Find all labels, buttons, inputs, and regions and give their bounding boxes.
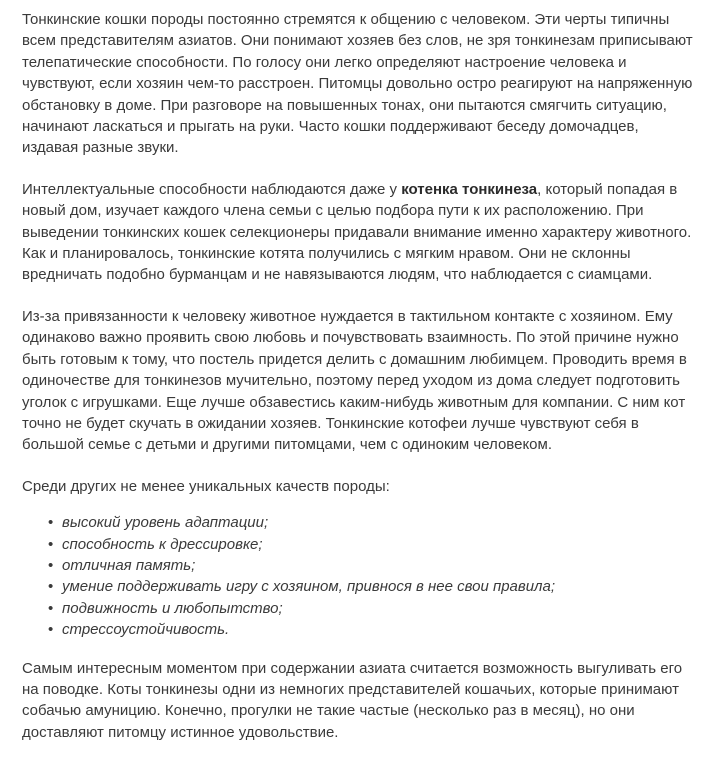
- kitten-tonkinese-link[interactable]: котенка тонкинеза: [401, 180, 538, 198]
- paragraph-attachment: Из-за привязанности к человеку животное нуждается в тактильном контакте с хозяином. Ему одинаково важно проявить свою любовь и почувствовать взаимность. По этой причине нужно быть готовым к тому, что постель придется делить с домашним любимцем. Проводить время в одиночестве для тонкинезов мучительно, поэтому перед уходом из дома следует подготовить уголок с игрушками. Еще лучше обзавестись каким-нибудь животным для компании. С ним кот точно не будет скучать в ожидании хозяев. Тонкинские котофеи лучше чувствуют себя в большой семье с детьми и другими питомцами, чем с одиноким человеком.: [22, 307, 687, 454]
- list-item: [48, 555, 696, 576]
- list-item-text: высокий уровень адаптации;: [62, 514, 269, 532]
- list-item: [48, 619, 696, 640]
- list-item: [48, 534, 696, 555]
- qualities-list: [22, 512, 696, 640]
- list-item-text: отличная память;: [62, 556, 196, 574]
- bullet-icon: •: [48, 621, 54, 639]
- list-item: [48, 598, 696, 619]
- paragraph-walking: Самым интересным моментом при содержании азиата считается возможность выгуливать его на поводке. Коты тонкинезы одни из немногих представителей кошачьих, которые принимают собачью амуницию. Конечно, прогулки не такие частые (несколько раз в месяц), но они доставляют питомцу истинное удовольствие.: [22, 659, 683, 741]
- paragraph-intellect-start: Интеллектуальные способности наблюдаются даже у: [22, 180, 402, 198]
- list-item: [48, 512, 696, 533]
- list-item-text: подвижность и любопытство;: [62, 599, 283, 617]
- bullet-icon: •: [48, 535, 54, 553]
- paragraph-communication: Тонкинские кошки породы постоянно стремятся к общению с человеком. Эти черты типичны всем представителям азиатов. Они понимают хозяев без слов, не зря тонкинезам приписывают телепатические способности. По голосу они легко определяют настроение человека и чувствуют, если хозяин чем-то расстроен. Питомцы довольно остро реагируют на напряженную обстановку в доме. При разговоре на повышенных тонах, они пытаются смягчить ситуацию, начинают ласкаться и прыгать на руки. Часто кошки поддерживают беседу домочадцев, издавая разные звуки.: [22, 11, 693, 157]
- list-item-text: способность к дрессировке;: [62, 535, 263, 553]
- paragraph-intellect-end: , который попадая в новый дом, изучает каждого члена семьи с целью подбора пути к их расположению. При выведении тонкинских кошек селекционеры придавали внимание именно характеру животного. Как и планировалось, тонкинские котята получились с мягким нравом. Они не склонны вредничать подобно бурманцам и не навязываются людям, что наблюдается с сиамцами.: [22, 180, 692, 284]
- bullet-icon: •: [48, 556, 54, 574]
- paragraph-intellect: [22, 179, 696, 286]
- list-item-text: стрессоустойчивость.: [62, 621, 230, 639]
- list-item: [48, 576, 696, 597]
- bullet-icon: •: [48, 599, 54, 617]
- list-item-text: умение поддерживать игру с хозяином, привнося в нее свои правила;: [62, 578, 556, 596]
- bullet-icon: •: [48, 514, 54, 532]
- list-intro: Среди других не менее уникальных качеств породы:: [22, 477, 390, 495]
- bullet-icon: •: [48, 578, 54, 596]
